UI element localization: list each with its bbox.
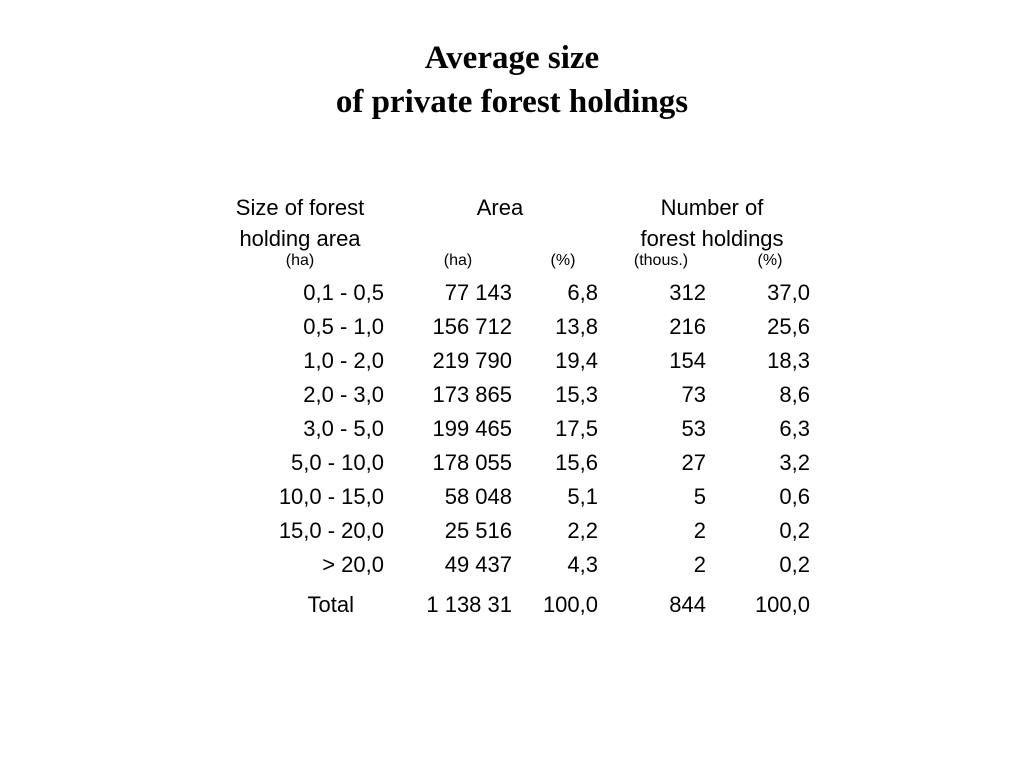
cell-area-ha: 25 516 [444,518,512,543]
cell-size: 2,0 - 3,0 [303,382,384,407]
cell-number: 27 [681,450,706,475]
cell-size: 0,1 - 0,5 [303,280,384,305]
unit-number-thous: (thous.) [633,252,689,269]
cell-number-pct: 0,2 [779,518,810,543]
cell-number: 216 [669,314,706,339]
header-number-line2: forest holdings [640,226,784,251]
slide-title [0,36,1024,124]
total-area-ha: 1 138 31 [426,592,512,617]
cell-number-pct: 0,2 [779,552,810,577]
cell-size: > 20,0 [322,552,384,577]
header-number-line1: Number of [660,195,764,220]
slide-title-line1: Average size [424,40,600,76]
total-area-pct: 100,0 [542,592,598,617]
cell-area-pct: 2,2 [567,518,598,543]
header-area-line1: Area [476,195,524,220]
cell-area-ha: 199 465 [432,416,512,441]
cell-area-pct: 5,1 [567,484,598,509]
cell-area-pct: 17,5 [555,416,598,441]
cell-area-ha: 77 143 [444,280,512,305]
cell-area-pct: 19,4 [555,348,598,373]
unit-number-pct: (%) [757,252,783,269]
total-number: 844 [669,592,706,617]
cell-size: 10,0 - 15,0 [278,484,384,509]
cell-size: 0,5 - 1,0 [303,314,384,339]
header-area [440,192,560,223]
unit-area-ha: (ha) [443,252,473,269]
total-number-pct: 100,0 [754,592,810,617]
cell-number-pct: 37,0 [767,280,810,305]
cell-number: 312 [669,280,706,305]
cell-area-pct: 6,8 [567,280,598,305]
cell-number-pct: 3,2 [779,450,810,475]
header-number [602,192,822,254]
unit-area-pct: (%) [550,252,576,269]
cell-size: 15,0 - 20,0 [278,518,384,543]
cell-size: 1,0 - 2,0 [303,348,384,373]
cell-area-ha: 156 712 [432,314,512,339]
cell-area-ha: 173 865 [432,382,512,407]
cell-number-pct: 18,3 [767,348,810,373]
cell-number: 154 [669,348,706,373]
header-size-line2: holding area [239,226,361,251]
cell-area-pct: 15,6 [555,450,598,475]
cell-size: 3,0 - 5,0 [303,416,384,441]
cell-number-pct: 25,6 [767,314,810,339]
cell-number-pct: 8,6 [779,382,810,407]
cell-area-ha: 58 048 [444,484,512,509]
cell-area-ha: 178 055 [432,450,512,475]
unit-size: (ha) [285,252,315,269]
cell-area-pct: 4,3 [567,552,598,577]
cell-number-pct: 0,6 [779,484,810,509]
cell-area-ha: 219 790 [432,348,512,373]
slide-title-line2: of private forest holdings [335,84,689,120]
cell-number: 2 [693,518,706,543]
cell-size: 5,0 - 10,0 [291,450,384,475]
cell-number-pct: 6,3 [779,416,810,441]
cell-area-pct: 15,3 [555,382,598,407]
cell-number: 5 [693,484,706,509]
total-label: Total [307,592,354,617]
cell-number: 73 [681,382,706,407]
cell-number: 53 [681,416,706,441]
cell-area-ha: 49 437 [444,552,512,577]
header-size-line1: Size of forest [235,195,365,220]
header-size [200,192,400,254]
cell-number: 2 [693,552,706,577]
cell-area-pct: 13,8 [555,314,598,339]
